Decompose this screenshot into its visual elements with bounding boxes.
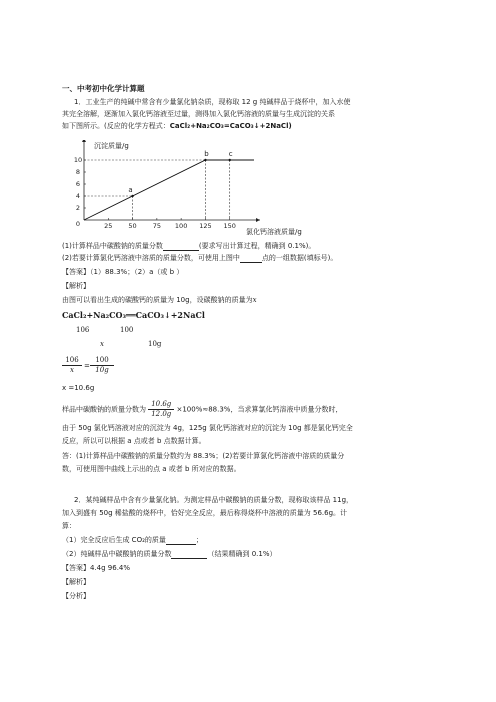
- q1-line-2: 其完全溶解，逐渐加入氯化钙溶液至过量，测得加入氯化钙溶液的质量与生成沉淀的关系: [62, 110, 335, 118]
- y-axis-arrow: [82, 140, 86, 142]
- ratio-right-denominator: 10g: [95, 365, 109, 374]
- x-tick-label-100: 100: [174, 222, 188, 230]
- q1-subquestion-2: [62, 254, 337, 263]
- q1-line-1: 1．工业生产的纯碱中常含有少量氯化钠杂质，现称取 12 g 纯碱样品于烧杯中，加入水使: [74, 98, 351, 106]
- q2-subquestion-2: [62, 550, 276, 559]
- q1-result-x: x =10.6g: [62, 384, 95, 392]
- q2-sub2-text: （2）纯碱样品中碳酸钠的质量分数: [62, 550, 172, 558]
- x-tick-label-75: 75: [152, 222, 161, 230]
- mass-fraction: [148, 400, 174, 419]
- q1-sub1-blank[interactable]: [163, 243, 199, 251]
- q2-subquestion-1: [62, 536, 203, 545]
- q1-sub2-text: (2)若要计算氯化钙溶液中溶质的质量分数，可使用上图中: [62, 254, 240, 262]
- ratio-left-denominator: x: [70, 365, 74, 374]
- q1-answer: 【答案】（1）88.3%；（2）a（或 b ）: [62, 268, 184, 276]
- q1-analysis-tag: 【解析】: [62, 282, 90, 290]
- ratio-equals: =: [84, 362, 90, 370]
- q1-conclusion-2: 数，可使用图中曲线上示出的点 a 或者 b 所对应的数据。: [62, 465, 241, 473]
- mass-10g-label: 10g: [148, 340, 162, 348]
- y-tick-label-8: 8: [75, 168, 81, 177]
- q2-sub1-text: （1）完全反应后生成 CO₂的质量: [62, 536, 166, 544]
- q1-reason-2: 反应，所以可以根据 a 点或者 b 点数据计算。: [62, 437, 206, 445]
- q1-reason-1: 由于 50g 氯化钙溶液对应的沉淀为 4g，125g 氯化钙溶液对应的沉淀为 10g 都是氯化钙完全: [62, 424, 353, 432]
- data-point-a: [131, 195, 133, 197]
- x-axis-arrow: [256, 218, 260, 222]
- q2-analysis-subtag: 【分析】: [62, 592, 90, 600]
- section-title: 一、中考初中化学计算题: [62, 84, 145, 93]
- y-tick-label-10: 10: [73, 156, 83, 165]
- q2-line-1: 2．某纯碱样品中含有少量氯化钠。为测定样品中碳酸钠的质量分数，现称取该样品 11g，: [74, 496, 354, 504]
- x-tick-label-125: 125: [199, 222, 212, 230]
- ratio-right-fraction: [90, 356, 114, 375]
- q1-equation: CaCl₂+Na₂CO₃══CaCO₃↓+2NaCl: [62, 310, 205, 320]
- q2-sub2-blank[interactable]: [171, 551, 207, 559]
- point-label-a: a: [128, 186, 133, 194]
- molar-mass-100: 100: [120, 326, 134, 334]
- q1-sub1-note: (要求写出计算过程，精确到 0.1%)。: [198, 242, 316, 250]
- q1-line-3-text: 如下图所示。(反应的化学方程式：: [62, 122, 170, 130]
- y-tick-label-2: 2: [75, 204, 81, 213]
- y-tick-label-6: 6: [75, 180, 81, 189]
- q1-analysis-text: [62, 296, 257, 305]
- x-axis-label: 氯化钙溶液质量/g: [246, 228, 302, 236]
- ratio-right-numerator: 100: [95, 356, 109, 364]
- x-tick-label-25: 25: [104, 222, 113, 230]
- data-point-b: [204, 159, 206, 161]
- q1-conclusion-1: 答：(1)计算样品中碳酸钠的质量分数约为 88.3%；(2)若要计算氯化钙溶液中溶质的质量分: [62, 452, 345, 460]
- unknown-x-label: x: [100, 340, 104, 348]
- q1-sub2-blank[interactable]: [240, 255, 262, 263]
- y-tick-label-4: 4: [75, 192, 81, 201]
- q1-sub2-note: 点的一组数据(填标号)。: [261, 254, 338, 262]
- q1-sub1-text: (1)计算样品中碳酸钠的质量分数: [62, 242, 163, 250]
- q2-line-2: 加入到盛有 50g 稀盐酸的烧杯中，恰好完全反应，最后称得烧杯中溶液的质量为 56.6g。计: [62, 509, 348, 517]
- x-tick-label-150: 150: [223, 222, 236, 230]
- mass-fraction-numerator: 10.6g: [151, 400, 172, 408]
- q1-subquestion-1: [62, 242, 315, 251]
- ratio-left-numerator: 106: [65, 356, 79, 364]
- precipitate-mass-chart: [60, 140, 320, 240]
- data-point-c: [229, 159, 231, 161]
- q1-line-3: [62, 122, 292, 131]
- origin-label: 0: [75, 220, 81, 228]
- q1-fraction-line: [62, 400, 342, 419]
- point-label-b: b: [204, 150, 209, 158]
- q2-sub2-note: （结果精确到 0.1%）: [207, 550, 277, 558]
- q1-analysis-variable: x: [252, 296, 257, 304]
- molar-mass-106: 106: [76, 326, 90, 334]
- q1-reaction-equation: CaCl₂+Na₂CO₃=CaCO₃↓+2NaCl): [169, 122, 292, 130]
- q2-line-3: 算：: [62, 522, 76, 530]
- x-tick-label-50: 50: [128, 222, 137, 230]
- series-line-0: [84, 160, 254, 220]
- q1-analysis-sentence: 由图可以看出生成的碳酸钙的质量为 10g，设碳酸钠的质量为: [62, 296, 253, 304]
- q2-sub1-blank[interactable]: [166, 537, 196, 545]
- ratio-left-fraction: [62, 356, 82, 375]
- q1-fraction-intro: 样品中碳酸钠的质量分数为: [62, 405, 146, 414]
- q2-sub1-end: ；: [195, 536, 203, 544]
- y-axis-label: 沉淀质量/g: [94, 142, 129, 150]
- q1-fraction-result: ×100%≈88.3%，当求算氯化钙溶液中质量分数时，: [176, 405, 343, 414]
- q2-answer: 【答案】4.4g 96.4%: [62, 564, 131, 572]
- point-label-c: c: [228, 150, 233, 158]
- mass-fraction-denominator: 12.0g: [151, 409, 172, 418]
- q2-analysis-tag: 【解析】: [62, 578, 90, 586]
